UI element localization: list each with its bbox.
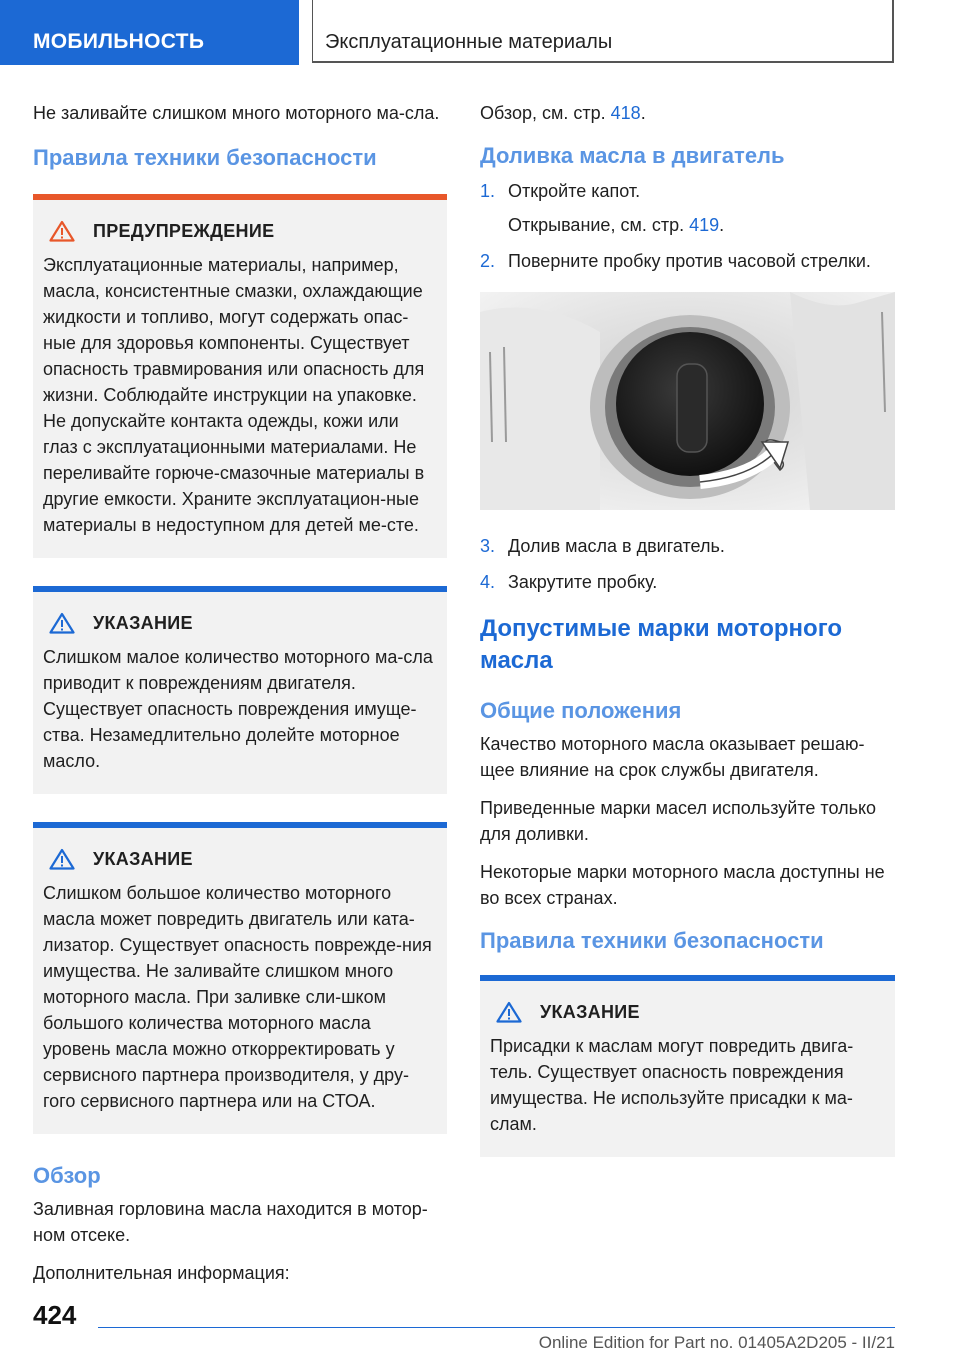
oil-cap-illustration: [480, 292, 895, 510]
page-link-418[interactable]: 418: [610, 103, 641, 123]
general-paragraph: Некоторые марки моторного масла доступны не во всех странах.: [480, 862, 885, 908]
steps-list-a: [480, 178, 895, 274]
warning-title: ПРЕДУПРЕЖДЕНИЕ: [93, 220, 275, 241]
note-excess-oil: [33, 822, 447, 1134]
general-paragraph: Качество моторного масла оказывает решаю-щее влияние на срок службы двигателя.: [480, 734, 865, 780]
list-item: [480, 569, 895, 595]
step-number: 2.: [480, 251, 496, 271]
note-title: УКАЗАНИЕ: [540, 1001, 640, 1022]
extra-info-text: Дополнительная информация:: [33, 1263, 290, 1283]
note-additives: [480, 975, 895, 1157]
chapter-title: Эксплуатационные материалы: [312, 0, 894, 63]
warning-body: Эксплуатационные материалы, например, масла, консистентные смазки, охлаждающие жидкости и топливо, могут содержать опас-ные для здоровья компоненты. Существует опасность травмирования или опасность для жизни. Соблюдайте инструкции на упаковке. Не допускайте контакта одежды, кожи или глаз с эксплуатационными материалами. Не переливайте горюче-смазочные материалы в другие емкости. Храните эксплуатацион-ные материалы в недоступном для детей ме-сте.: [43, 255, 425, 535]
note-title: УКАЗАНИЕ: [93, 612, 193, 633]
note-low-oil: [33, 586, 447, 794]
note-body: Присадки к маслам могут повредить двига-тель. Существует опасность повреждения имущества. Не используйте присадки к ма-слам.: [490, 1036, 854, 1134]
list-item: [480, 248, 895, 274]
note-triangle-icon: [496, 1001, 522, 1023]
list-item: [480, 533, 895, 559]
reference-prefix: Открывание, см. стр.: [508, 215, 685, 235]
general-paragraph: Приведенные марки масел используйте только для доливки.: [480, 798, 877, 844]
general-heading: Общие положения: [480, 698, 682, 723]
reference-suffix: .: [719, 215, 725, 235]
intro-text: Не заливайте слишком много моторного ма-сла.: [33, 103, 440, 123]
overview-reference: [480, 100, 895, 126]
page-link-419[interactable]: 419: [689, 215, 720, 235]
step-number: 1.: [480, 181, 496, 201]
brands-heading: Допустимые марки моторного масла: [480, 615, 843, 674]
section-tab: МОБИЛЬНОСТЬ: [0, 0, 299, 65]
steps-list-b: [480, 533, 895, 595]
list-item: [480, 178, 895, 238]
step-text: Долив масла в двигатель.: [508, 536, 725, 556]
reference-suffix: .: [640, 103, 646, 123]
step-number: 4.: [480, 572, 496, 592]
step-text: Откройте капот.: [508, 181, 641, 201]
footer-divider: [98, 1327, 895, 1328]
note-body: Слишком малое количество моторного ма-сла приводит к повреждениям двигателя. Существует опасность повреждения имуще-ства. Незамедлительно долейте моторное масло.: [43, 647, 433, 771]
safety-heading: Правила техники безопасности: [33, 145, 377, 170]
overview-text: Заливная горловина масла находится в мотор-ном отсеке.: [33, 1199, 428, 1245]
note-triangle-icon: [49, 848, 75, 870]
step-subtext: [508, 212, 895, 238]
safety-heading: Правила техники безопасности: [480, 928, 824, 953]
warning-triangle-icon: [49, 220, 75, 242]
edition-text: Online Edition for Part no. 01405A2D205 - II/21: [538, 1333, 895, 1352]
page-number: 424: [33, 1300, 77, 1330]
note-body: Слишком большое количество моторного масла может повредить двигатель или ката-лизатор. Существует опасность поврежде-ния имущества. Не заливайте слишком много моторного масла. При заливке сли-шком большого количества моторного масла уровень масла можно откорректировать у сервисного партнера производителя, у дру-гого сервисного партнера или на СТОА.: [43, 883, 432, 1111]
step-text: Закрутите пробку.: [508, 572, 658, 592]
note-title: УКАЗАНИЕ: [93, 848, 193, 869]
fill-heading: Доливка масла в двигатель: [480, 143, 785, 168]
warning-box: [33, 194, 447, 558]
left-column: [33, 100, 447, 1298]
step-number: 3.: [480, 536, 496, 556]
reference-prefix: Обзор, см. стр.: [480, 103, 606, 123]
right-column: [480, 100, 895, 1185]
step-text: Поверните пробку против часовой стрелки.: [508, 251, 871, 271]
overview-heading: Обзор: [33, 1163, 101, 1188]
note-triangle-icon: [49, 612, 75, 634]
